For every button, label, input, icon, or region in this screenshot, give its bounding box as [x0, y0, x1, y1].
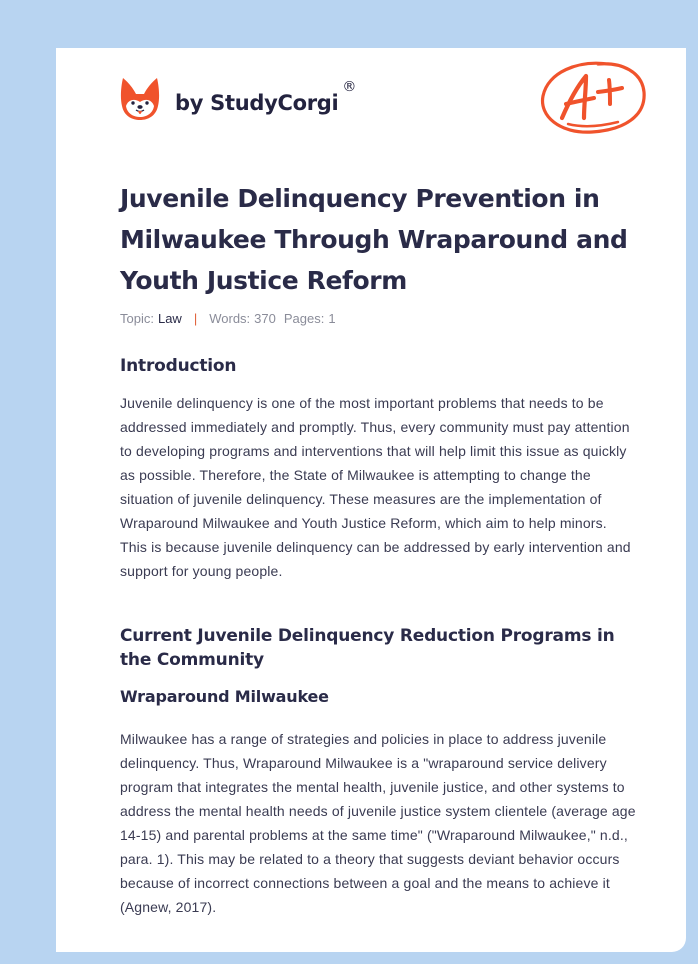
topic-label: Topic:: [120, 311, 154, 326]
words-value: 370: [254, 311, 276, 326]
subheading-wraparound-milwaukee: Wraparound Milwaukee: [120, 687, 329, 706]
a-plus-grade-icon: [538, 58, 650, 138]
section-heading-introduction: Introduction: [120, 356, 237, 376]
paragraph-wraparound-milwaukee: Milwaukee has a range of strategies and policies in place to address juvenile delinquency. Thus, Wraparound Milwaukee is a "wraparound service delivery program that integrates the mental health, juvenile justice, and other systems to address the mental health needs of juvenile justice system clientele (average age 14-15) and parental problems at the same time" ("Wraparound Milwaukee," n.d., para. 1). This may be related to a theory that suggests deviant behavior occurs because of incorrect connections between a goal and the means to achieve it (Agnew, 2017).: [120, 731, 636, 915]
corgi-logo-icon: [120, 76, 160, 122]
brand-header: [120, 74, 356, 124]
section-heading-current-programs: Current Juvenile Delinquency Reduction Programs in the Community: [120, 626, 615, 670]
document-card: [56, 48, 686, 952]
pages-value: 1: [328, 311, 336, 326]
brand-name: by StudyCorgi: [175, 91, 339, 115]
paragraph-introduction: Juvenile delinquency is one of the most important problems that needs to be addressed immediately and promptly. Thus, every community must pay attention to developing programs and interventions that will help limit this issue as quickly as possible. Therefore, the State of Milwaukee is attempting to change the situation of juvenile delinquency. These measures are the implementation of Wraparound Milwaukee and Youth Justice Reform, which aim to help minors. This is because juvenile delinquency can be addressed by early intervention and support for young people.: [120, 395, 631, 579]
meta-separator: |: [193, 311, 198, 326]
registered-mark: ®: [342, 79, 357, 95]
topic-value[interactable]: Law: [157, 311, 182, 326]
pages-label: Pages:: [283, 311, 325, 326]
words-label: Words:: [209, 311, 251, 326]
document-title: Juvenile Delinquency Prevention in Milwaukee Through Wraparound and Youth Justice Reform: [120, 184, 628, 295]
document-meta: [120, 311, 336, 326]
